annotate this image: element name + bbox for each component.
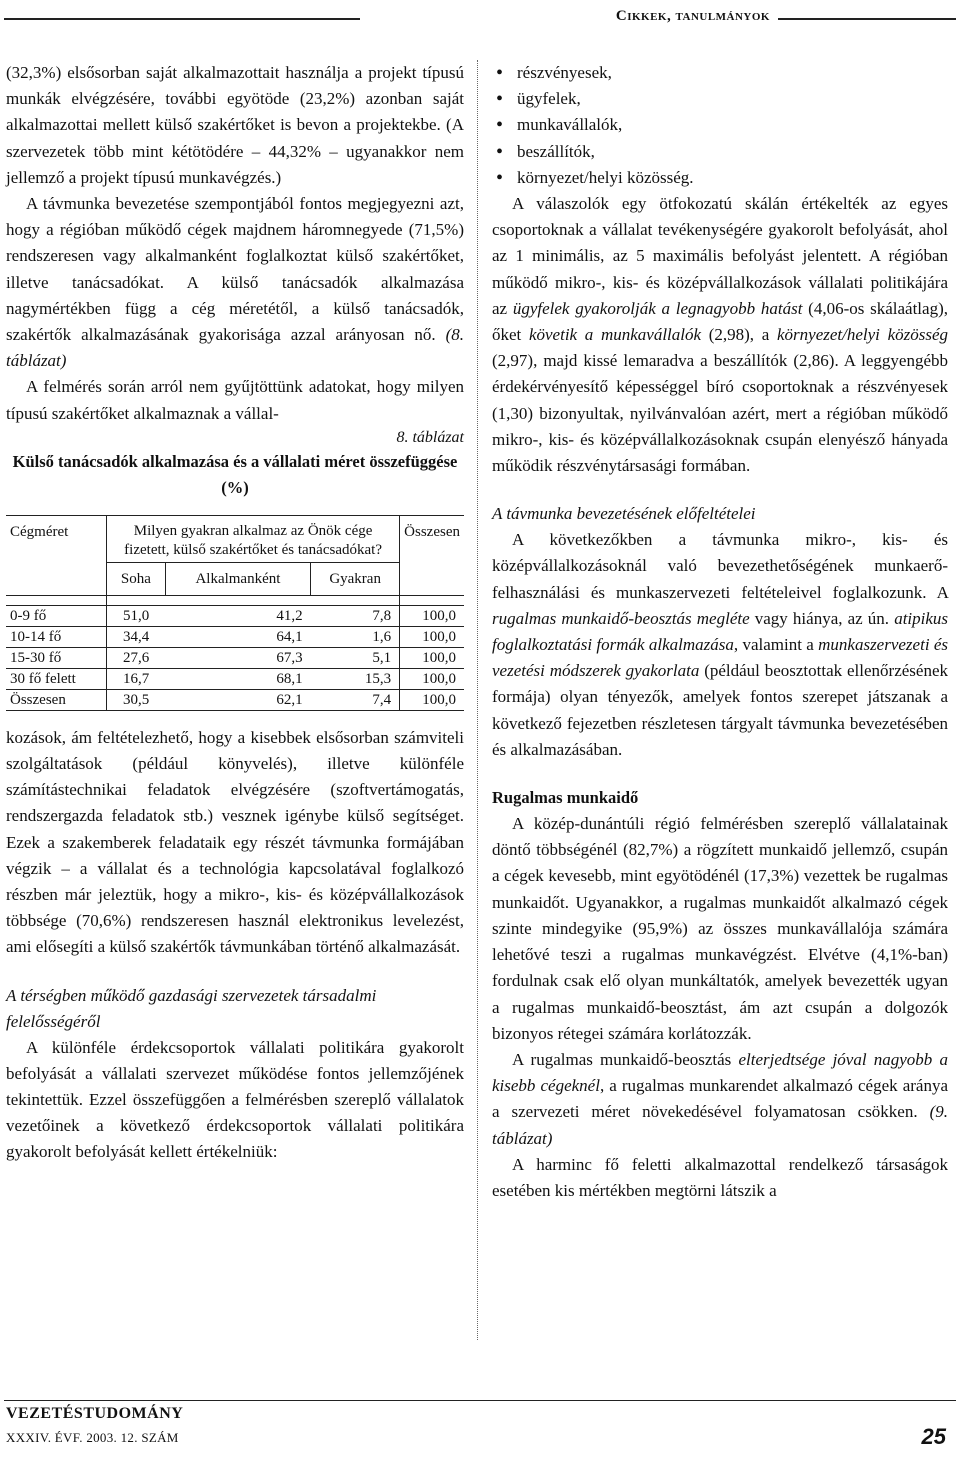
section-heading: Rugalmas munkaidő xyxy=(492,788,639,808)
issue-info: XXXIV. ÉVF. 2003. 12. SZÁM xyxy=(6,1430,179,1445)
table-cell-size: 15-30 fő xyxy=(6,647,107,668)
table-row xyxy=(6,668,464,689)
table-cell-often: 7,4 xyxy=(311,689,400,710)
stakeholder-list xyxy=(492,60,948,191)
data-table xyxy=(6,515,464,711)
table-cell-sometimes: 64,1 xyxy=(165,626,310,647)
paragraph: A felmérés során arról nem gyűjtöttünk adatokat, hogy milyen típusú szakértőket alkalmaznak a vállal- xyxy=(6,377,464,423)
table-cell-never: 30,5 xyxy=(107,689,166,710)
text: (2,97), majd kissé lemaradva a beszállítók (2,86). A leggyengébb érdekérvényesítő képességgel bíró csoportoknak a részvényesek (1,30) bizonyultak, nyilvánvalóan azért, mert a régióban működő mikro-, kis- és középvállalkozásoknak csupán elenyésző hányada működik részvénytársasági formában. xyxy=(492,351,948,476)
paragraph xyxy=(492,527,948,763)
table-cell-total: 100,0 xyxy=(400,626,464,647)
text: (2,98), a xyxy=(708,325,770,345)
section-title: Cikkek, tanulmányok xyxy=(615,8,770,24)
table-cell-often: 1,6 xyxy=(311,626,400,647)
table-cell-often: 5,1 xyxy=(311,647,400,668)
paragraph xyxy=(492,191,948,479)
paragraph: A közép-dunántúli régió felmérésben szereplő vállalatainak döntő többségénél (82,7%) a rögzített munkaidő jellemző, csupán a cégek kevesebb, mint egyötödénél (17,3%) vezettek be rugalmas munkaidőt. Ugyanakkor, a rugalmas munkaidőt alkalmazó cégek szinte mindegyike (95,9%) az összes munkavállalója számára lehetővé teszi a rugalmas munkavégzést. Elvétve (4,1%-ban) fordulnak csak elő olyan munkáltatók, amelyek bevezették ugyan a rugalmas munkaidő-beosztást, ám azt csupán a dolgozók bizonyos rétegei számára korlátozzák. xyxy=(492,814,948,1043)
table-cell-sometimes: 41,2 xyxy=(165,605,310,626)
subheader-often: Gyakran xyxy=(311,562,400,595)
text: A válaszolók egy ötfokozatú skálán értékelték az egyes csoportoknak a vállalat tevékenységére gyakorolt befolyását, ahol az 1 minimális, az 5 maximális befolyást jelentett. A régióban működő mikro-, kis- és középvállalkozások vállalati politikájára az xyxy=(492,194,948,318)
table-cell-size: Összesen xyxy=(6,689,107,710)
text: (például beosztottak ellenőrzésének formája) olyan tényezők, amelyek fontos szerepet játszanak a következő fejezetben részletesen tárgyalt távmunka bevezetésében és alkalmazásában. xyxy=(492,661,948,759)
table-cell-never: 51,0 xyxy=(107,605,166,626)
table-cell-never: 27,6 xyxy=(107,647,166,668)
table-row xyxy=(6,689,464,710)
table-cell-sometimes: 62,1 xyxy=(165,689,310,710)
table-cell-sometimes: 67,3 xyxy=(165,647,310,668)
table-row xyxy=(6,647,464,668)
list-item: • beszállítók, xyxy=(492,139,948,165)
section-heading: A térségben működő gazdasági szervezetek társadalmi felelősségéről xyxy=(6,985,377,1031)
paragraph: (32,3%) elsősorban saját alkalmazottait használja a projekt típusú munkák elvégzésére, további egyötöde (23,2%) azonban saját alkalmazottai mellett külső szakértőket is bevon a projektekbe. (A szervezetek több mint kétötödére – 44,32% – ugyanakkor nem jellemző a projekt típusú munkavégzés.) xyxy=(6,63,464,187)
table-body xyxy=(6,605,464,710)
section-heading: A távmunka bevezetésének előfeltételei xyxy=(492,504,756,524)
text: , valamint a xyxy=(733,635,814,655)
table-reference: (8. táblázat) xyxy=(6,325,464,371)
header-rule-left xyxy=(4,18,360,20)
column-divider xyxy=(477,60,478,1340)
paragraph: kozások, ám feltételezhető, hogy a kisebbek elsősorban számviteli szolgáltatások (például könyvelés), illetve különféle számítástechnikai feladatok elvégzésére (szoftvertámogatás, rendszergazda feladatok stb.) vesznek igénybe külső segítséget. Ezek a szakemberek feladataik egy részét távmunka formájában végzik – a vállalat és a technológia kapcsolatával foglalkozó részben már jeleztük, hogy a mikro-, kis- és középvállalkozások többsége (70,6%) rendszeresen használ elektronikus levelezést, ami elősegíti a külső szakértők távmunkában történő alkalmazását. xyxy=(6,727,464,957)
table-cell-total: 100,0 xyxy=(400,647,464,668)
left-column xyxy=(6,60,464,1166)
table-cell-sometimes: 68,1 xyxy=(165,668,310,689)
text: (4,06-os skálaátlag), őket xyxy=(492,298,948,345)
table-label: 8. táblázat xyxy=(396,428,464,446)
emphasis: rugalmas munkaidő-beosztás megléte xyxy=(492,608,750,628)
column-header-total: Összesen xyxy=(400,515,464,595)
emphasis: atipikus foglalkoztatási formák alkalmazása xyxy=(492,608,949,655)
table-cell-often: 15,3 xyxy=(311,668,400,689)
emphasis: követik a munkavállalók xyxy=(528,325,702,345)
table-cell-total: 100,0 xyxy=(400,668,464,689)
list-item: • környezet/helyi közösség. xyxy=(492,165,948,191)
table-cell-total: 100,0 xyxy=(400,605,464,626)
table-row xyxy=(6,605,464,626)
paragraph: A különféle érdekcsoportok vállalati politikára gyakorolt befolyását a vállalati szervezet működése fontos jellemzőjének tekintettük. Ezzel összefüggően a felmérésben szereplő vállalatok vezetőinek a következő érdekcsoportok vállalati politikára gyakorolt befolyását kellett értékelniük: xyxy=(6,1037,464,1162)
footer-rule xyxy=(4,1400,956,1401)
paragraph xyxy=(492,1047,948,1152)
paragraph: A harminc fő feletti alkalmazottal rendelkező társaságok esetében kis mértékben megtörni látszik a xyxy=(492,1154,948,1200)
table-reference: (9. táblázat) xyxy=(492,1102,948,1148)
table-cell-never: 16,7 xyxy=(107,668,166,689)
list-item: • ügyfelek, xyxy=(492,86,948,112)
column-header-size: Cégméret xyxy=(6,515,107,595)
text: vagy hiánya, az ún. xyxy=(754,608,890,628)
list-item: • részvényesek, xyxy=(492,60,948,86)
text: A következőkben a távmunka mikro-, kis- és középvállalkozásoknál való bevezethetőségének munkaerő-felhasználási és munkaszervezeti feltételeivel foglalkozunk. A xyxy=(492,530,948,602)
table-cell-size: 0-9 fő xyxy=(6,605,107,626)
emphasis: környezet/helyi közösség xyxy=(776,325,949,345)
text: A rugalmas munkaidő-beosztás xyxy=(512,1049,732,1069)
table-cell-size: 10-14 fő xyxy=(6,626,107,647)
emphasis: munkaszervezeti és vezetési módszerek gyakorlata xyxy=(492,635,949,681)
column-header-question: Milyen gyakran alkalmaz az Önök cége fizetett, külső szakértőket és tanácsadókat? xyxy=(107,515,400,562)
text: A távmunka bevezetése szempontjából fontos megjegyezni azt, hogy a régióban működő cégek majdnem háromnegyede (71,5%) rendszeresen vagy alkalmanként foglalkoztat külső szakértőket, illetve tanácsadókat. A külső tanácsadók alkalmazása nagymértékben függ a cég méretétől, a külső tanácsadók, szakértők alkalmazásának gyakorisága azzal arányosan nő. xyxy=(6,194,464,345)
subheader-sometimes: Alkalmanként xyxy=(165,562,310,595)
header-rule-right xyxy=(778,18,956,20)
emphasis: ügyfelek gyakorolják a legnagyobb hatást xyxy=(512,298,803,318)
running-header xyxy=(0,6,960,28)
table-cell-often: 7,8 xyxy=(311,605,400,626)
table-title: Külső tanácsadók alkalmazása és a vállalati méret összefüggése (%) xyxy=(12,451,458,497)
table-row xyxy=(6,626,464,647)
journal-name: VEZETÉSTUDOMÁNY xyxy=(6,1405,184,1422)
table-cell-never: 34,4 xyxy=(107,626,166,647)
text: , a rugalmas munkarendet alkalmazó cégek aránya a szervezeti méret növekedésével folyamatosan csökken. xyxy=(492,1076,948,1122)
list-item: • munkavállalók, xyxy=(492,112,948,138)
emphasis: elterjedtsége jóval nagyobb a kisebb cégeknél xyxy=(492,1049,949,1096)
right-column xyxy=(492,60,948,1204)
page-number: 25 xyxy=(921,1424,946,1449)
subheader-never: Soha xyxy=(107,562,166,595)
table-cell-size: 30 fő felett xyxy=(6,668,107,689)
paragraph xyxy=(6,191,464,374)
table-cell-total: 100,0 xyxy=(400,689,464,710)
